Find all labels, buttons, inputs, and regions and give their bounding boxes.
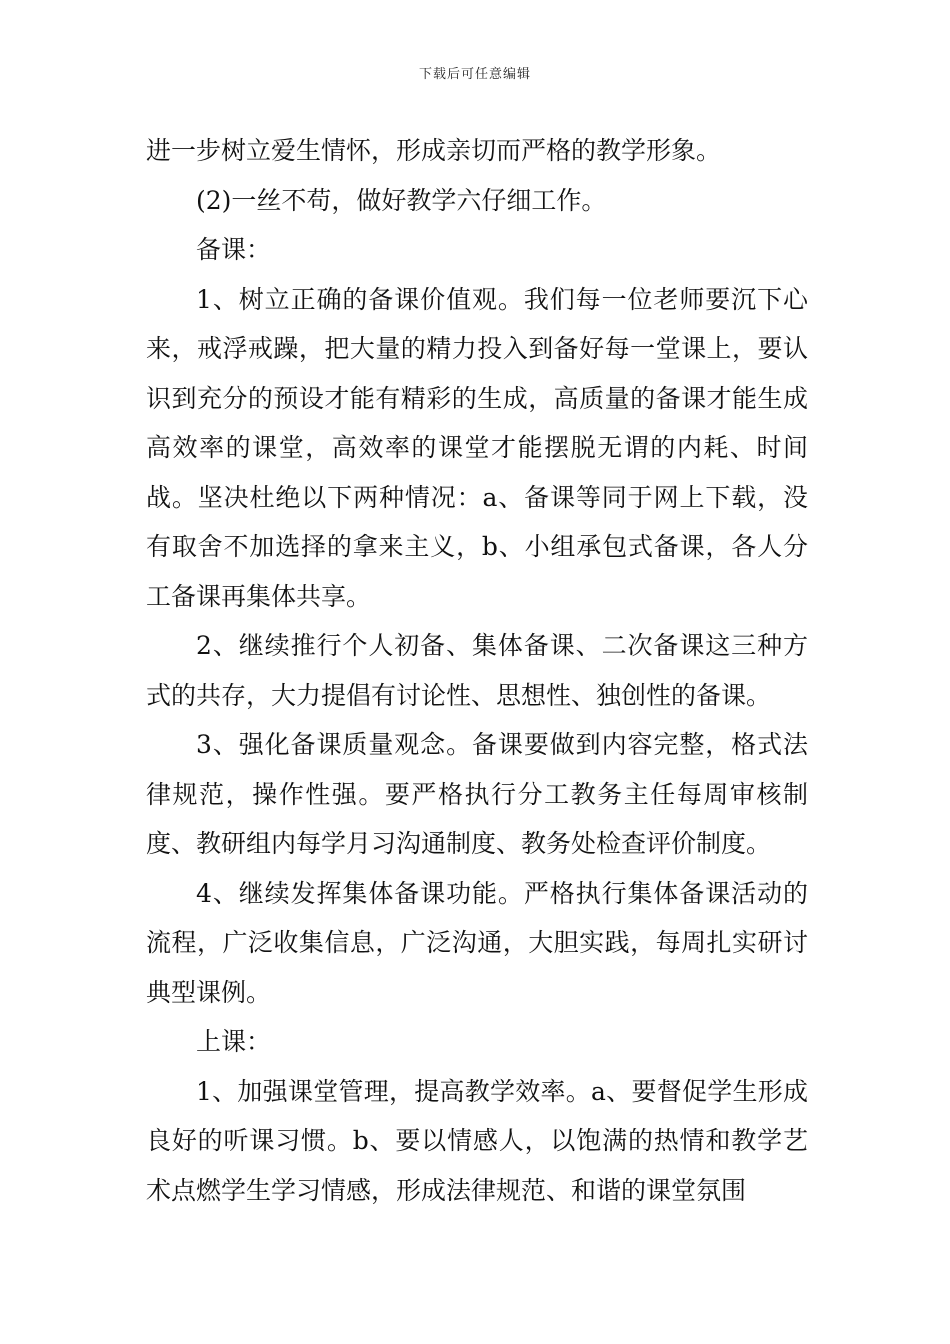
- paragraph-class-1: 1、加强课堂管理，提高教学效率。a、要督促学生形成良好的听课习惯。b、要以情感人，以饱满的热情和教学艺术点燃学生学习情感，形成法律规范、和谐的课堂氛围: [146, 1076, 808, 1205]
- heading-class: 上课：: [196, 1027, 272, 1056]
- document-body: [146, 126, 808, 1215]
- heading-lesson-prep: 备课：: [196, 235, 272, 264]
- paragraph-prep-1: 1、树立正确的备课价值观。我们每一位老师要沉下心来，戒浮戒躁，把大量的精力投入到备好每一堂课上，要认识到充分的预设才能有精彩的生成，高质量的备课才能生成高效率的课堂，高效率的课堂才能摆脱无谓的内耗、时间战。坚决杜绝以下两种情况：a、备课等同于网上下载，没有取舍不加选择的拿来主义，b、小组承包式备课，各人分工备课再集体共享。: [146, 284, 808, 611]
- paragraph-prep-3: 3、强化备课质量观念。备课要做到内容完整，格式法律规范，操作性强。要严格执行分工教务主任每周审核制度、教研组内每学月习沟通制度、教务处检查评价制度。: [146, 730, 808, 858]
- paragraph-continuation: 进一步树立爱生情怀，形成亲切而严格的教学形象。: [146, 136, 722, 165]
- paragraph-section-2: (2)一丝不苟，做好教学六仔细工作。: [196, 185, 607, 215]
- page-header: 下载后可任意编辑: [418, 67, 531, 82]
- paragraph-prep-2: 2、继续推行个人初备、集体备课、二次备课这三种方式的共存，大力提倡有讨论性、思想性、独创性的备课。: [146, 631, 808, 710]
- paragraph-prep-4: 4、继续发挥集体备课功能。严格执行集体备课活动的流程，广泛收集信息，广泛沟通，大胆实践，每周扎实研讨典型课例。: [146, 878, 808, 1007]
